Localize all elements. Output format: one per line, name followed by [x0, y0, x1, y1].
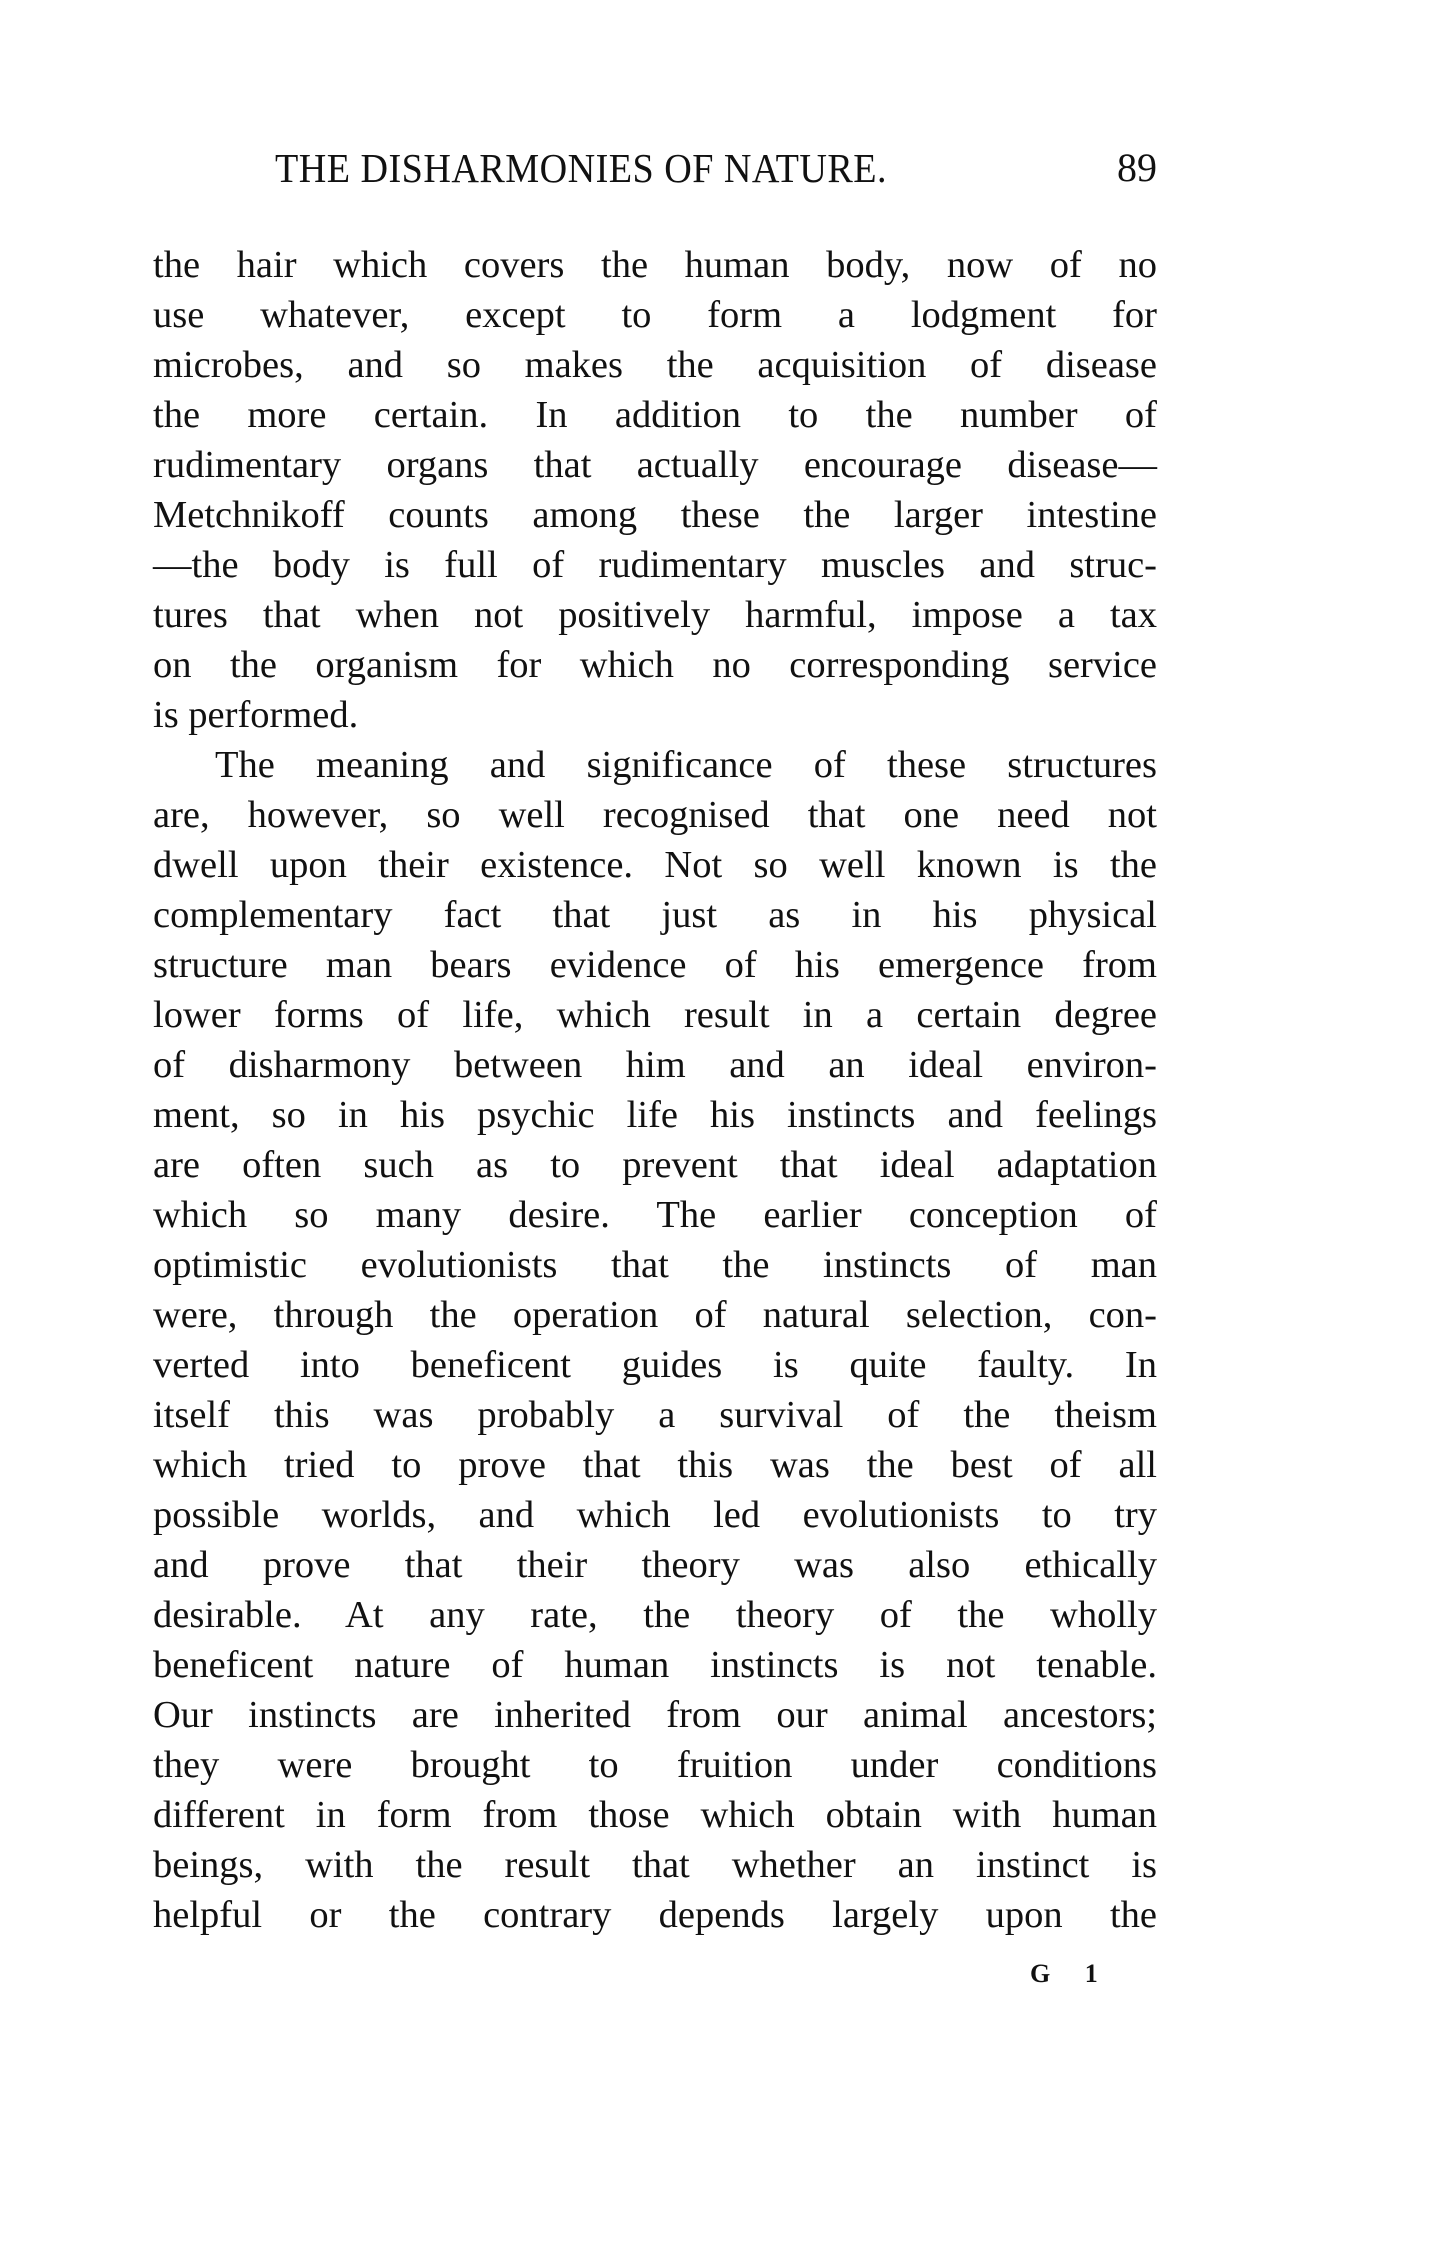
text-line: which tried to prove that this was the best of all [153, 1444, 1157, 1486]
text-line: use whatever, except to form a lodgment for [153, 294, 1157, 336]
paragraph-1 [153, 240, 1157, 740]
running-head [153, 143, 1157, 193]
text-line: beneficent nature of human instincts is not tenable. [153, 1644, 1157, 1686]
text-line: of disharmony between him and an ideal environ- [153, 1044, 1157, 1086]
text-line: The meaning and significance of these structures [215, 744, 1157, 786]
text-line: Metchnikoff counts among these the larger intestine [153, 494, 1157, 536]
text-line: are, however, so well recognised that one need not [153, 794, 1157, 836]
text-line: were, through the operation of natural selection, con- [153, 1294, 1157, 1336]
text-line: itself this was probably a survival of the theism [153, 1394, 1157, 1436]
text-line: structure man bears evidence of his emergence from [153, 944, 1157, 986]
text-line: rudimentary organs that actually encourage disease— [153, 444, 1157, 486]
signature-mark: G 1 [1030, 1959, 1112, 1988]
text-line: the more certain. In addition to the number of [153, 394, 1157, 436]
text-line: helpful or the contrary depends largely upon the [153, 1894, 1157, 1936]
text-line: on the organism for which no corresponding service [153, 644, 1157, 686]
text-line: ment, so in his psychic life his instincts and feelings [153, 1094, 1157, 1136]
text-line: different in form from those which obtain with human [153, 1794, 1157, 1836]
body-text [153, 240, 1157, 1940]
text-line: optimistic evolutionists that the instincts of man [153, 1244, 1157, 1286]
text-line: the hair which covers the human body, now of no [153, 244, 1157, 286]
text-line: tures that when not positively harmful, impose a tax [153, 594, 1157, 636]
paragraph-2 [153, 740, 1157, 1940]
text-line: which so many desire. The earlier conception of [153, 1194, 1157, 1236]
text-line: possible worlds, and which led evolutionists to try [153, 1494, 1157, 1536]
text-line: Our instincts are inherited from our animal ancestors; [153, 1694, 1157, 1736]
text-line: —the body is full of rudimentary muscles and struc- [153, 544, 1157, 586]
text-line: beings, with the result that whether an instinct is [153, 1844, 1157, 1886]
text-line: lower forms of life, which result in a certain degree [153, 994, 1157, 1036]
text-line: dwell upon their existence. Not so well known is the [153, 844, 1157, 886]
text-line: and prove that their theory was also ethically [153, 1544, 1157, 1586]
text-line: complementary fact that just as in his physical [153, 894, 1157, 936]
text-line: are often such as to prevent that ideal adaptation [153, 1144, 1157, 1186]
text-line: desirable. At any rate, the theory of the wholly [153, 1594, 1157, 1636]
text-line: is performed. [153, 694, 359, 736]
page-number: 89 [1117, 145, 1157, 190]
text-line: they were brought to fruition under conditions [153, 1744, 1157, 1786]
running-title: THE DISHARMONIES OF NATURE. [275, 145, 888, 191]
text-line: verted into beneficent guides is quite faulty. In [153, 1344, 1157, 1386]
text-line: microbes, and so makes the acquisition of disease [153, 344, 1157, 386]
